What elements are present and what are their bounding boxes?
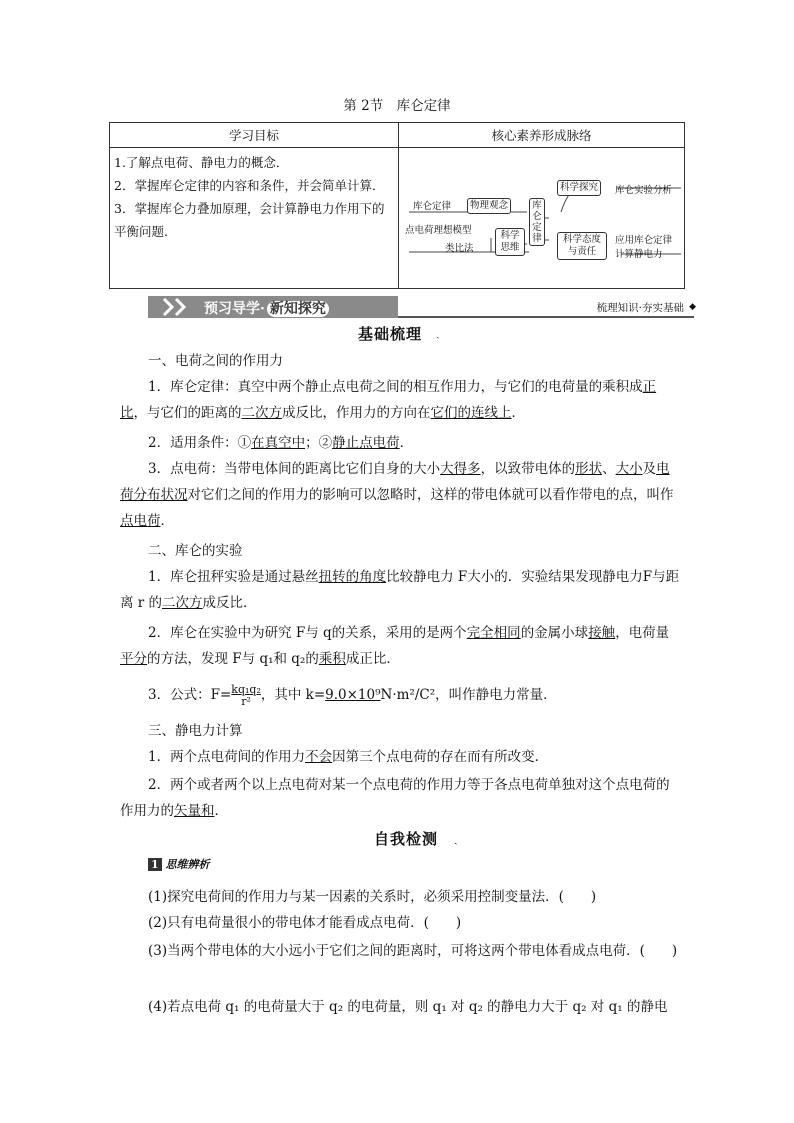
- section-banner: [148, 294, 694, 320]
- mindmap-node: 物理观念: [467, 198, 511, 214]
- pen-mark-icon: ˏ: [454, 832, 458, 845]
- goal-item: 2．掌握库仑定律的内容和条件，并会简单计算．: [114, 178, 385, 193]
- question-item: (3)当两个带电体的大小远小于它们之间的距离时，可将这两个带电体看成点电荷．( ): [148, 943, 678, 959]
- mindmap-cell: [399, 148, 685, 289]
- mindmap-node: 点电荷理想模型: [405, 225, 472, 236]
- banner-title: 预习导学· 新知探究: [204, 298, 329, 318]
- coulomb-formula: kq₁q₂ r²: [231, 682, 261, 708]
- section-heading: 自我检测: [374, 830, 439, 848]
- question-item: (2)只有电荷量很小的带电体才能看成点电荷．( ): [148, 915, 462, 931]
- paragraph: 2．两个或者两个以上点电荷对某一个点电荷的作用力等于各点电荷单独对这个点电荷的作用力的矢量和．: [120, 777, 670, 819]
- paragraph: 2．适用条件：①在真空中；②静止点电荷．: [148, 435, 414, 451]
- goal-item: 1.了解点电荷、静电力的概念．: [114, 155, 289, 170]
- mindmap-node: 库仑定律: [413, 201, 452, 212]
- subheading: 一、电荷之间的作用力: [148, 353, 283, 369]
- question-item: (4)若点电荷 q₁ 的电荷量大于 q₂ 的电荷量，则 q₁ 对 q₂ 的静电力大于 q₂ 对 q₁ 的静电: [148, 999, 668, 1015]
- badge-label: 思维辨析: [165, 858, 210, 871]
- exercise-badge: [148, 856, 210, 872]
- banner-subtitle: 梳理知识·夯实基础: [596, 302, 684, 314]
- section-heading: 基础梳理: [358, 325, 423, 343]
- mindmap-lines: [399, 148, 691, 288]
- banner-divider: [398, 316, 694, 318]
- paragraph: 3．点电荷：当带电体间的距离比它们自身的大小大得多，以致带电体的形状、大小及电荷分布状况对它们之间的作用力的影响可以忽略时，这样的带电体就可以看作带电的点，叫作点电荷．: [120, 461, 674, 529]
- table-header-mindmap: 核心素养形成脉络: [399, 123, 685, 148]
- mindmap-node: 科学态度与责任: [557, 232, 607, 260]
- paragraph: 1．两个点电荷间的作用力不会因第三个点电荷的存在而有所改变．: [148, 749, 549, 765]
- mindmap-node: 库仑实验分析: [615, 185, 673, 196]
- subheading: 三、静电力计算: [148, 723, 243, 739]
- mindmap-node: 类比法: [445, 243, 474, 254]
- paragraph: 2．库仑在实验中为研究 F与 q的关系，采用的是两个完全相同的金属小球接触，电荷量平分的方法，发现 F与 q₁和 q₂的乘积成正比．: [120, 625, 670, 667]
- chevron-right-icon: [162, 298, 198, 316]
- paragraph: 1．库仑定律：真空中两个静止点电荷之间的相互作用力，与它们的电荷量的乘积成正比，与它们的距离的二次方成反比，作用力的方向在它们的连线上．: [120, 379, 657, 421]
- mindmap-node: 科学探究: [557, 180, 601, 196]
- subheading: 二、库仑的实验: [148, 543, 243, 559]
- goal-item: 3．掌握库仑力叠加原理，会计算静电力作用下的平衡问题.: [114, 201, 385, 239]
- question-item: (1)探究电荷间的作用力与某一因素的关系时，必须采用控制变量法．( ): [148, 889, 597, 905]
- mindmap-node: 科学思维: [495, 228, 525, 256]
- pen-mark-icon: ˏ: [436, 326, 440, 339]
- page-title: 第 2节 库仑定律: [343, 98, 451, 114]
- objectives-table: [109, 122, 685, 289]
- banner-highlight: 新知探究: [267, 301, 329, 317]
- table-header-goals: 学习目标: [110, 123, 399, 148]
- diamond-icon: ◆: [689, 302, 696, 312]
- formula-paragraph: 3．公式：F=kq₁q₂ r² ，其中 k=9.0×10⁹N·m²/C²，叫作静电力常量．: [148, 682, 557, 708]
- paragraph: 1．库仑扭秤实验是通过悬丝扭转的角度比较静电力 F大小的．实验结果发现静电力F与距离 r 的二次方成反比．: [120, 569, 680, 611]
- mindmap-node: 应用库仑定律: [615, 235, 673, 246]
- mindmap-center: 库仑定律: [529, 198, 545, 246]
- goals-cell: [110, 148, 399, 289]
- mindmap-node: 计算静电力: [615, 249, 663, 260]
- badge-number: 1: [148, 858, 162, 871]
